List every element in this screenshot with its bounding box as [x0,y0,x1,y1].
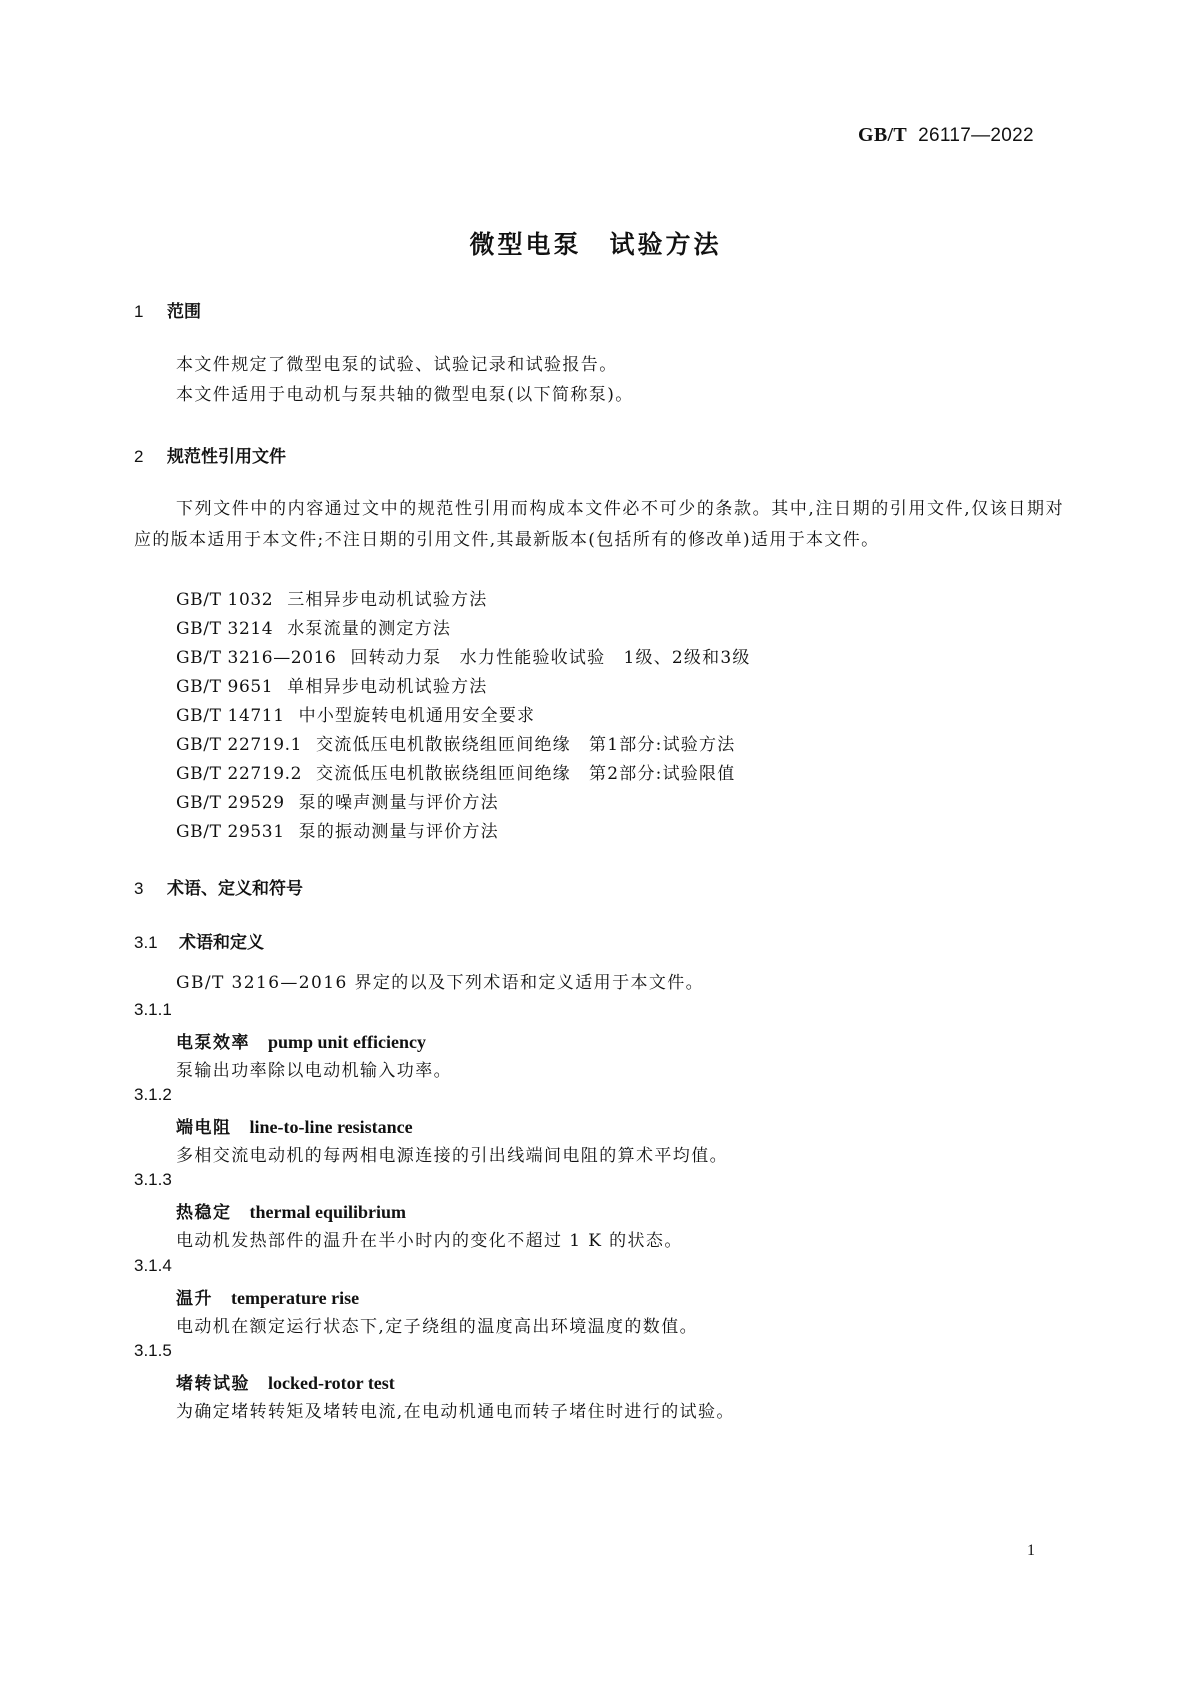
reference-item [176,672,487,697]
section-2-intro: 下列文件中的内容通过文中的规范性引用而构成本文件必不可少的条款。其中,注日期的引用文件,仅该日期对应的版本适用于本文件;不注日期的引用文件,其最新版本(包括所有的修改单)适用于本文件。 [134,499,1064,550]
term-en: pump unit efficiency [268,1032,427,1052]
reference-item [176,643,751,668]
standard-code [858,124,1034,147]
title-part-1: 微型电泵 [469,230,582,259]
section-title: 范围 [167,302,201,322]
term-definition: 为确定堵转转矩及堵转电流,在电动机通电而转子堵住时进行的试验。 [176,1402,735,1422]
term-title [176,1113,413,1138]
section-1-paragraph: 本文件规定了微型电泵的试验、试验记录和试验报告。 [176,355,618,375]
reference-name: 泵的噪声测量与评价方法 [298,793,499,813]
reference-item [176,730,735,755]
section-3-heading [134,874,303,899]
standard-prefix: GB/T [858,124,907,146]
term-title [176,1028,426,1053]
term-number: 3.1.5 [134,1341,172,1360]
document-title [0,225,1191,261]
term-en: locked-rotor test [268,1373,395,1393]
term-en: line-to-line resistance [249,1117,413,1137]
reference-name: 交流低压电机散嵌绕组匝间绝缘 第2部分:试验限值 [316,764,736,784]
term-definition: 多相交流电动机的每两相电源连接的引出线端间电阻的算术平均值。 [176,1146,728,1166]
section-number: 1 [134,302,144,321]
section-title: 规范性引用文件 [167,447,286,467]
section-number: 2 [134,447,144,466]
section-1-heading [134,297,201,322]
reference-name: 回转动力泵 水力性能验收试验 1级、2级和3级 [350,648,751,668]
term-title [176,1198,406,1223]
reference-item [176,817,499,842]
page-number: 1 [1027,1542,1035,1559]
reference-name: 水泵流量的测定方法 [287,619,452,639]
term-en: thermal equilibrium [249,1202,406,1222]
reference-code: GB/T 29529 [176,793,285,813]
title-part-2: 试验方法 [609,230,722,259]
reference-name: 交流低压电机散嵌绕组匝间绝缘 第1部分:试验方法 [316,735,736,755]
reference-code: GB/T 9651 [176,677,274,697]
reference-item [176,701,535,726]
reference-item [176,614,451,639]
term-number: 3.1.4 [134,1256,172,1275]
term-zh: 堵转试验 [176,1374,250,1394]
section-title: 术语、定义和符号 [167,879,303,899]
term-zh: 端电阻 [176,1118,232,1138]
subsection-3-1-intro: GB/T 3216—2016 界定的以及下列术语和定义适用于本文件。 [176,973,705,993]
reference-name: 单相异步电动机试验方法 [287,677,488,697]
term-title [176,1369,395,1394]
reference-code: GB/T 29531 [176,822,285,842]
term-zh: 电泵效率 [176,1033,250,1053]
term-number: 3.1.3 [134,1170,172,1189]
reference-code: GB/T 14711 [176,706,285,726]
term-title [176,1284,359,1309]
reference-name: 中小型旋转电机通用安全要求 [298,706,536,726]
term-definition: 电动机发热部件的温升在半小时内的变化不超过 1 K 的状态。 [176,1231,683,1251]
subsection-title: 术语和定义 [179,933,264,953]
standard-number: 26117—2022 [918,125,1034,146]
term-definition: 泵输出功率除以电动机输入功率。 [176,1061,452,1081]
reference-code: GB/T 3214 [176,619,274,639]
reference-code: GB/T 1032 [176,590,274,610]
section-1-paragraph: 本文件适用于电动机与泵共轴的微型电泵(以下简称泵)。 [176,385,634,405]
section-number: 3 [134,879,144,898]
term-number: 3.1.2 [134,1085,172,1104]
term-zh: 温升 [176,1289,213,1309]
reference-item [176,585,487,610]
reference-code: GB/T 3216—2016 [176,648,337,668]
term-number: 3.1.1 [134,1000,172,1019]
reference-name: 三相异步电动机试验方法 [287,590,488,610]
reference-code: GB/T 22719.1 [176,735,303,755]
subsection-number: 3.1 [134,933,158,952]
term-zh: 热稳定 [176,1203,232,1223]
reference-item [176,788,499,813]
term-en: temperature rise [231,1288,360,1308]
term-definition: 电动机在额定运行状态下,定子绕组的温度高出环境温度的数值。 [176,1317,699,1337]
section-2-heading [134,442,286,467]
reference-item [176,759,735,784]
reference-name: 泵的振动测量与评价方法 [298,822,499,842]
subsection-3-1-heading [134,928,264,953]
reference-code: GB/T 22719.2 [176,764,303,784]
